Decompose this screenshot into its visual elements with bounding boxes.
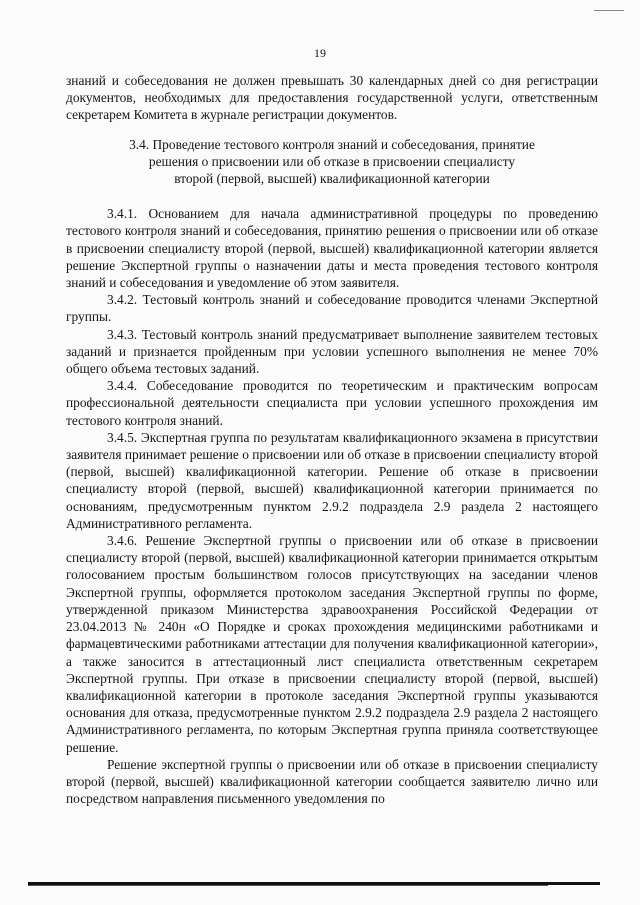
section-heading-line: решения о присвоении или об отказе в присвоении специалисту — [148, 153, 516, 169]
section-heading-line: второй (первой, высшей) квалификационной категории — [174, 171, 490, 187]
section-heading — [66, 136, 598, 188]
page-number: 19 — [314, 46, 326, 60]
paragraph-3-4-3: 3.4.3. Тестовый контроль знаний предусматривает выполнение заявителем тестовых заданий и признается пройденным при условии успешного выполнения не менее 70% общего объема тестовых заданий. — [66, 326, 598, 377]
intro-paragraph: знаний и собеседования не должен превышать 30 календарных дней со дня регистрации документов, необходимых для предоставления государственной услуги, ответственным секретарем Комитета в журнале регистрации документов. — [66, 73, 598, 123]
paragraph-3-4-2: 3.4.2. Тестовый контроль знаний и собеседование проводится членами Экспертной группы. — [66, 292, 598, 325]
paragraph-decision-notice: Решение экспертной группы о присвоении или об отказе в присвоении специалисту второй (первой, высшей) квалификационной категории сообщается заявителю лично или посредством направления письменного уведомления по — [66, 756, 598, 807]
paragraph-3-4-6: 3.4.6. Решение Экспертной группы о присвоении или об отказе в присвоении специалисту второй (первой, высшей) квалификационной категории принимается открытым голосованием простым большинством голосов присутствующих на заседании членов Экспертной группы, оформляется протоколом заседания Экспертной группы по форме, утвержденной приказом Министерства здравоохранения Российской Федерации от 23.04.2013 № 240н «О Порядке и сроках прохождения медицинскими работниками и фармацевтическими работниками аттестации для получения квалификационной категории», а также заносится в аттестационный лист специалиста ответственным секретарем Экспертной группы. При отказе в присвоении специалисту второй (первой, высшей) квалификационной категории в протоколе заседания Экспертной группы указываются основания для отказа, предусмотренные пунктом 2.9.2 подраздела 2.9 раздела 2 настоящего Административного регламента, по которым Экспертная группа приняла соответствующее решение. — [66, 533, 598, 755]
paragraph-3-4-5: 3.4.5. Экспертная группа по результатам квалификационного экзамена в присутствии заявителя принимает решение о присвоении или об отказе в присвоении специалисту второй (первой, высшей) квалификационной категории. Решение об отказе в присвоении специалисту второй (первой, высшей) квалификационной категории принимается по основаниям, предусмотренным пунктом 2.9.2 подраздела 2.9 раздела 2 настоящего Административного регламента. — [66, 429, 598, 531]
scan-artifact-bar — [28, 885, 548, 886]
paragraph-3-4-4: 3.4.4. Собеседование проводится по теоретическим и практическим вопросам профессиональной деятельности специалиста при условии успешного прохождения им тестового контроля знаний. — [66, 378, 598, 428]
paragraph-3-4-1: 3.4.1. Основанием для начала административной процедуры по проведению тестового контроля знаний и собеседования, принятию решения о присвоении или об отказе в присвоении специалисту второй (первой, высшей) квалификационной категории является решение Экспертной группы о назначении даты и места проведения тестового контроля знаний и собеседования и уведомление об этом заявителя. — [66, 206, 598, 291]
scan-artifact-line — [594, 10, 624, 11]
document-body — [66, 72, 598, 807]
section-heading-line: 3.4. Проведение тестового контроля знаний и собеседования, принятие — [129, 136, 535, 152]
